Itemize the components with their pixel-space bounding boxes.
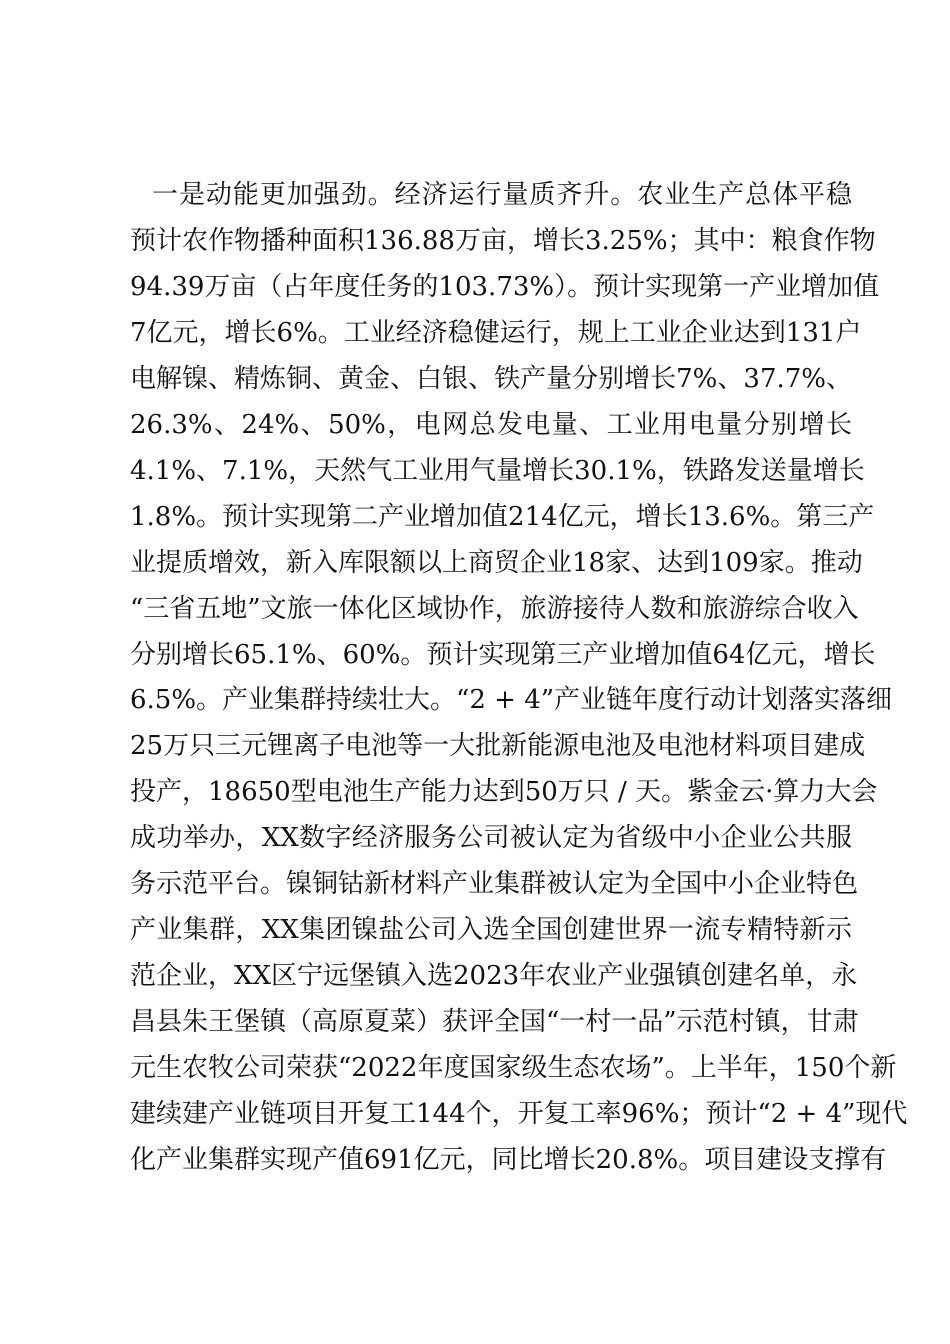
- text-line: 一是动能更加强劲。经济运行量质齐升。农业生产总体平稳: [152, 180, 852, 210]
- text-line: 范企业，XX区宁远堡镇入选2023年农业产业强镇创建名单，永: [130, 961, 858, 992]
- text-line: 电解镍、精炼铜、黄金、白银、铁产量分别增长7%、37.7%、: [130, 363, 852, 394]
- text-line: 建续建产业链项目开复工144个，开复工率96%；预计“2 + 4”现代: [130, 1099, 908, 1129]
- text-line: 26.3%、24%、50%，电网总发电量、工业用电量分别增长: [130, 409, 852, 440]
- text-line: 7亿元，增长6%。工业经济稳健运行，规上工业企业达到131户: [130, 317, 862, 348]
- text-line: 元生农牧公司荣获“2022年度国家级生态农场”。上半年，150个新: [130, 1053, 897, 1084]
- text-line: 投产，18650型电池生产能力达到50万只 / 天。紫金云·算力大会: [130, 777, 878, 808]
- text-line: 业提质增效，新入库限额以上商贸企业18家、达到109家。推动: [130, 547, 863, 578]
- text-line: 94.39万亩（占年度任务的103.73%）。预计实现第一产业增加值: [130, 271, 880, 302]
- text-line: 务示范平台。镍铜钴新材料产业集群被认定为全国中小企业特色: [130, 869, 859, 900]
- text-line: 分别增长65.1%、60%。预计实现第三产业增加值64亿元，增长: [130, 639, 876, 670]
- text-line: 产业集群，XX集团镍盐公司入选全国创建世界一流专精特新示: [130, 915, 852, 946]
- text-line: 昌县朱王堡镇（高原夏菜）获评全国“一村一品”示范村镇，甘肃: [130, 1007, 859, 1038]
- text-line: 预计农作物播种面积136.88万亩，增长3.25%；其中：粮食作物: [130, 225, 876, 256]
- text-line: “三省五地”文旅一体化区域协作，旅游接待人数和旅游综合收入: [130, 593, 859, 624]
- text-line: 4.1%、7.1%，天然气工业用气量增长30.1%，铁路发送量增长: [130, 455, 865, 486]
- text-line: 6.5%。产业集群持续壮大。“2 + 4”产业链年度行动计划落实落细: [130, 685, 893, 716]
- text-line: 化产业集群实现产值691亿元，同比增长20.8%。项目建设支撑有: [130, 1144, 887, 1175]
- text-line: 25万只三元锂离子电池等一大批新能源电池及电池材料项目建成: [130, 731, 866, 762]
- text-line: 1.8%。预计实现第二产业增加值214亿元，增长13.6%。第三产: [130, 501, 875, 532]
- text-line: 成功举办，XX数字经济服务公司被认定为省级中小企业公共服: [130, 823, 852, 854]
